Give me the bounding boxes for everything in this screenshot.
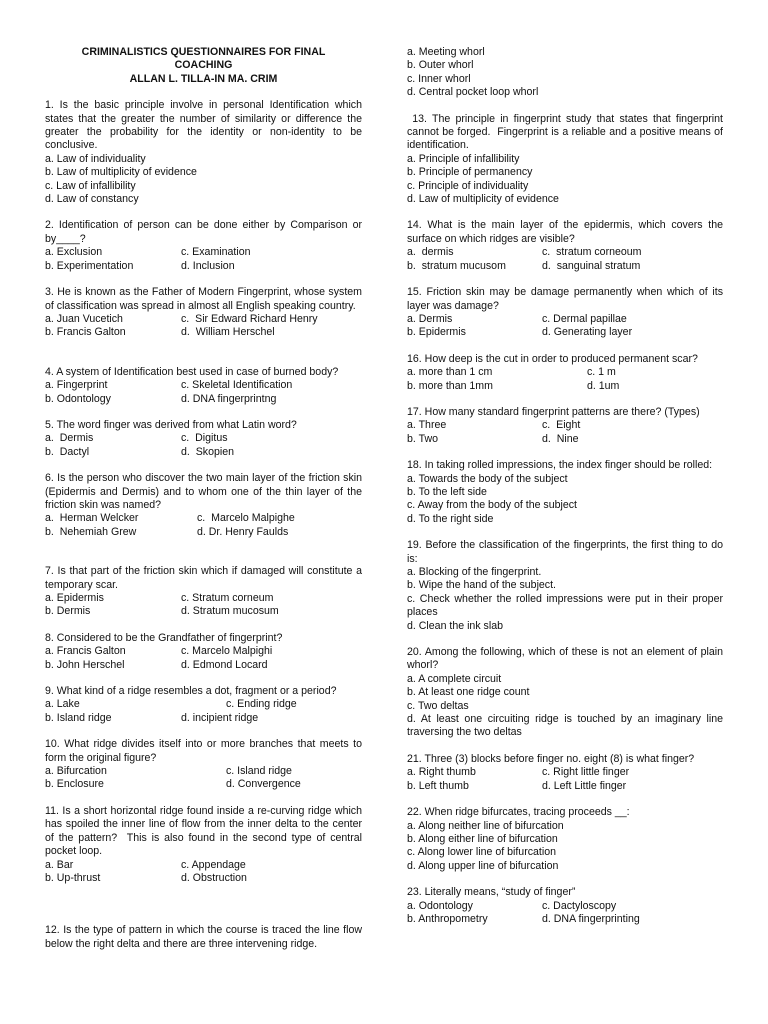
option-row	[407, 913, 723, 926]
option-a: a. Juan Vucetich	[45, 312, 123, 325]
option-row	[45, 326, 362, 339]
title-line-1: CRIMINALISTICS QUESTIONNAIRES FOR FINAL	[81, 46, 326, 58]
option-a: a. Along neither line of bifurcation	[407, 819, 564, 832]
option-c: c. Marcelo Malpighi	[181, 645, 273, 658]
question-text: 19. Before the classification of the fingerprints, the first thing to do is:	[407, 539, 726, 565]
option-d: d. DNA fingerprinting	[542, 912, 640, 925]
option-c: c. Island ridge	[226, 765, 292, 778]
option-b: b. Nehemiah Grew	[45, 525, 137, 538]
option-b: b. Dermis	[45, 605, 91, 618]
option-b: b. Island ridge	[45, 711, 112, 724]
option-row	[45, 645, 362, 658]
option-b: b. Up-thrust	[45, 871, 101, 884]
option-d: d. Inclusion	[181, 259, 235, 272]
question-21	[407, 753, 723, 793]
option-a: a. Meeting whorl	[407, 46, 485, 58]
question-4	[45, 366, 362, 406]
option-row	[407, 326, 723, 339]
question-text: 5. The word finger was derived from what Latin word?	[45, 418, 297, 431]
option-row	[407, 419, 723, 432]
option-row	[45, 872, 362, 885]
right-column	[407, 46, 726, 939]
question-text: 10. What ridge divides itself into or more branches that meets to form the original figure?	[45, 738, 365, 764]
option-a: a. more than 1 cm	[407, 366, 493, 379]
question-14	[407, 219, 726, 273]
question-text: 9. What kind of a ridge resembles a dot, fragment or a period?	[45, 685, 337, 698]
option-row	[407, 380, 723, 393]
question-text: 21. Three (3) blocks before finger no. eight (8) is what finger?	[407, 752, 695, 765]
option-row	[45, 592, 362, 605]
option-d: d. Skopien	[181, 445, 235, 458]
question-text: 16. How deep is the cut in order to produced permanent scar?	[407, 352, 698, 365]
option-c: c. Marcelo Malpighe	[197, 512, 295, 525]
option-row	[407, 366, 723, 379]
question-1	[45, 99, 365, 206]
question-15	[407, 286, 726, 340]
option-d: d. Central pocket loop whorl	[407, 86, 539, 99]
question-11	[45, 804, 365, 885]
option-a: a. Exclusion	[45, 246, 103, 259]
option-row	[407, 900, 723, 913]
option-row	[407, 260, 723, 273]
option-c: c. Appendage	[181, 858, 246, 871]
question-text: 13. The principle in fingerprint study that states that fingerprint cannot be forged. Fingerprint is a reliable and a positive means of identification.	[407, 112, 726, 152]
option-d: d. Left Little finger	[542, 779, 627, 792]
option-b: b. Along either line of bifurcation	[407, 832, 558, 845]
question-7	[45, 565, 365, 619]
option-b: b. Experimentation	[45, 259, 134, 272]
option-c: c. Examination	[181, 246, 251, 259]
option-d: d. To the right side	[407, 512, 494, 525]
question-text: 14. What is the main layer of the epidermis, which covers the surface on which ridges are visible?	[407, 219, 726, 245]
option-a: a. Right thumb	[407, 766, 476, 779]
option-c: c. Law of infallibility	[45, 179, 136, 192]
option-b: b. Law of multiplicity of evidence	[45, 166, 197, 179]
option-d: d. Obstruction	[181, 871, 247, 884]
option-a: a. Epidermis	[45, 592, 104, 604]
option-d: d. sanguinal stratum	[542, 259, 641, 272]
option-a: a. A complete circuit	[407, 672, 502, 685]
option-c: c. Inner whorl	[407, 72, 471, 85]
option-c: c. Dermal papillae	[542, 312, 627, 325]
option-b: b. Epidermis	[407, 326, 466, 339]
question-text: 12. Is the type of pattern in which the course is traced the line flow below the right delta and there are three intervening ridge.	[45, 924, 365, 950]
option-d: d. Nine	[542, 432, 579, 445]
option-d: d. Stratum mucosum	[181, 605, 279, 618]
option-d: d. incipient ridge	[181, 711, 259, 724]
option-row	[45, 526, 362, 539]
question-text: 4. A system of Identification best used in case of burned body?	[45, 365, 339, 378]
option-c: c. Dactyloscopy	[542, 899, 617, 912]
option-b: b. stratum mucusom	[407, 259, 506, 272]
option-row	[45, 313, 362, 326]
option-a: a. Law of individuality	[45, 152, 146, 165]
option-a: a. Fingerprint	[45, 379, 108, 392]
option-d: d. Edmond Locard	[181, 658, 268, 671]
option-row	[45, 446, 362, 459]
question-9	[45, 685, 362, 725]
option-c: c. Along lower line of bifurcation	[407, 846, 556, 859]
option-a: a. Lake	[45, 698, 80, 711]
option-c: c. Sir Edward Richard Henry	[181, 312, 318, 325]
option-c: c. Right little finger	[542, 766, 630, 779]
option-b: b. more than 1mm	[407, 379, 493, 392]
question-text: 8. Considered to be the Grandfather of fingerprint?	[45, 631, 283, 644]
option-d: d. William Herschel	[181, 326, 275, 339]
question-20	[407, 646, 726, 740]
question-16	[407, 353, 723, 393]
question-text: 6. Is the person who discover the two main layer of the friction skin (Epidermis and Dermis) and to whom one of the thin layer of the friction skin was named?	[45, 472, 365, 511]
option-b: b. Principle of permanency	[407, 166, 533, 179]
option-a: a. Bifurcation	[45, 765, 107, 778]
option-row	[407, 246, 723, 259]
question-text: 7. Is that part of the friction skin which if damaged will constitute a temporary scar.	[45, 565, 365, 591]
option-a: a. Francis Galton	[45, 645, 126, 658]
option-row	[45, 659, 362, 672]
question-19	[407, 539, 726, 633]
option-c: c. Skeletal Identification	[181, 379, 293, 392]
question-text: 17. How many standard fingerprint patterns are there? (Types)	[407, 405, 700, 418]
option-a: a. Odontology	[407, 899, 473, 912]
question-text: 22. When ridge bifurcates, tracing proceeds __:	[407, 806, 630, 819]
question-text: 11. Is a short horizontal ridge found inside a re-curving ridge which has spoiled the inner line of flow from the inner delta to the center of the pattern? This is also found in the second type of central pocket loop.	[45, 804, 365, 858]
question-text: 23. Literally means, “study of finger”	[407, 886, 576, 899]
option-row	[45, 698, 362, 711]
option-row	[45, 246, 362, 259]
question-8	[45, 632, 362, 672]
option-a: a. Blocking of the fingerprint.	[407, 566, 542, 578]
option-d: d. At least one circuiting ridge is touched by an imaginary line traversing the two deltas	[407, 713, 726, 739]
option-b: b. John Herschel	[45, 658, 125, 671]
option-d: d. Convergence	[226, 778, 301, 791]
question-12-text	[45, 924, 365, 951]
option-row	[45, 712, 362, 725]
option-a: a. Bar	[45, 858, 74, 871]
option-b: b. Odontology	[45, 392, 111, 405]
option-d: d. DNA fingerprintng	[181, 392, 277, 405]
option-b: b. At least one ridge count	[407, 686, 530, 699]
option-b: b. Enclosure	[45, 778, 104, 791]
option-c: c. Principle of individuality	[407, 179, 529, 192]
question-3	[45, 286, 365, 340]
option-row	[407, 433, 723, 446]
option-c: c. 1 m	[587, 366, 616, 379]
left-column	[45, 46, 365, 964]
option-b: b. Left thumb	[407, 779, 469, 792]
option-row	[45, 778, 362, 791]
option-d: d. Law of multiplicity of evidence	[407, 193, 559, 206]
question-13	[407, 112, 726, 207]
option-c: c. Ending ridge	[226, 698, 297, 711]
question-text: 20. Among the following, which of these is not an element of plain whorl?	[407, 646, 726, 672]
option-a: a. Herman Welcker	[45, 512, 139, 525]
option-row	[45, 765, 362, 778]
question-10	[45, 738, 365, 792]
option-b: b. Francis Galton	[45, 326, 126, 339]
option-row	[45, 432, 362, 445]
option-c: c. Check whether the rolled impressions were put in their proper places	[407, 592, 726, 619]
question-2	[45, 219, 365, 273]
option-row	[45, 379, 362, 392]
option-row	[407, 313, 723, 326]
question-12-options	[407, 46, 723, 100]
option-c: c. Two deltas	[407, 699, 469, 712]
option-b: b. Outer whorl	[407, 59, 474, 72]
question-22	[407, 806, 723, 873]
option-d: d. Clean the ink slab	[407, 619, 503, 632]
question-18	[407, 459, 723, 526]
option-a: a. Principle of infallibility	[407, 152, 520, 165]
option-d: d. Law of constancy	[45, 193, 139, 206]
option-c: c. Stratum corneum	[181, 592, 274, 604]
option-row	[407, 780, 723, 793]
option-a: a. Dermis	[407, 312, 453, 325]
document-title	[45, 46, 362, 86]
question-17	[407, 406, 723, 446]
option-a: a. Towards the body of the subject	[407, 472, 568, 485]
option-row	[407, 766, 723, 779]
question-text: 18. In taking rolled impressions, the index finger should be rolled:	[407, 459, 713, 472]
title-line-2: COACHING	[174, 59, 233, 72]
option-d: d. Along upper line of bifurcation	[407, 859, 559, 872]
option-a: a. Three	[407, 419, 447, 432]
option-b: b. Anthropometry	[407, 912, 488, 925]
option-row	[45, 393, 362, 406]
option-d: d. Generating layer	[542, 326, 633, 339]
author-line: ALLAN L. TILLA-IN MA. CRIM	[129, 72, 278, 85]
question-text: 3. He is known as the Father of Modern Fingerprint, whose system of classification was spread in almost all English speaking country.	[45, 286, 365, 312]
option-b: b. Dactyl	[45, 445, 90, 458]
question-5	[45, 419, 362, 459]
question-text: 2. Identification of person can be done either by Comparison or by____?	[45, 219, 365, 245]
option-row	[45, 260, 362, 273]
option-row	[45, 605, 362, 618]
option-d: d. Dr. Henry Faulds	[197, 525, 289, 538]
option-c: c. Away from the body of the subject	[407, 499, 577, 512]
question-6	[45, 472, 365, 539]
question-text: 15. Friction skin may be damage permanently when which of its layer was damage?	[407, 286, 726, 312]
option-a: a. Dermis	[45, 432, 94, 445]
option-b: b. Wipe the hand of the subject.	[407, 579, 556, 592]
option-c: c. Eight	[542, 419, 581, 432]
option-c: c. stratum corneoum	[542, 246, 642, 259]
option-a: a. dermis	[407, 246, 454, 259]
question-23	[407, 886, 723, 926]
question-text: 1. Is the basic principle involve in personal Identification which states that the greater the number of similarity or difference the greater the probability for the identity or non-identity to be conclusive.	[45, 99, 365, 152]
option-row	[45, 859, 362, 872]
option-b: b. Two	[407, 432, 439, 445]
option-c: c. Digitus	[181, 432, 228, 445]
option-row	[45, 512, 362, 525]
option-d: d. 1um	[587, 379, 620, 392]
option-b: b. To the left side	[407, 485, 487, 498]
